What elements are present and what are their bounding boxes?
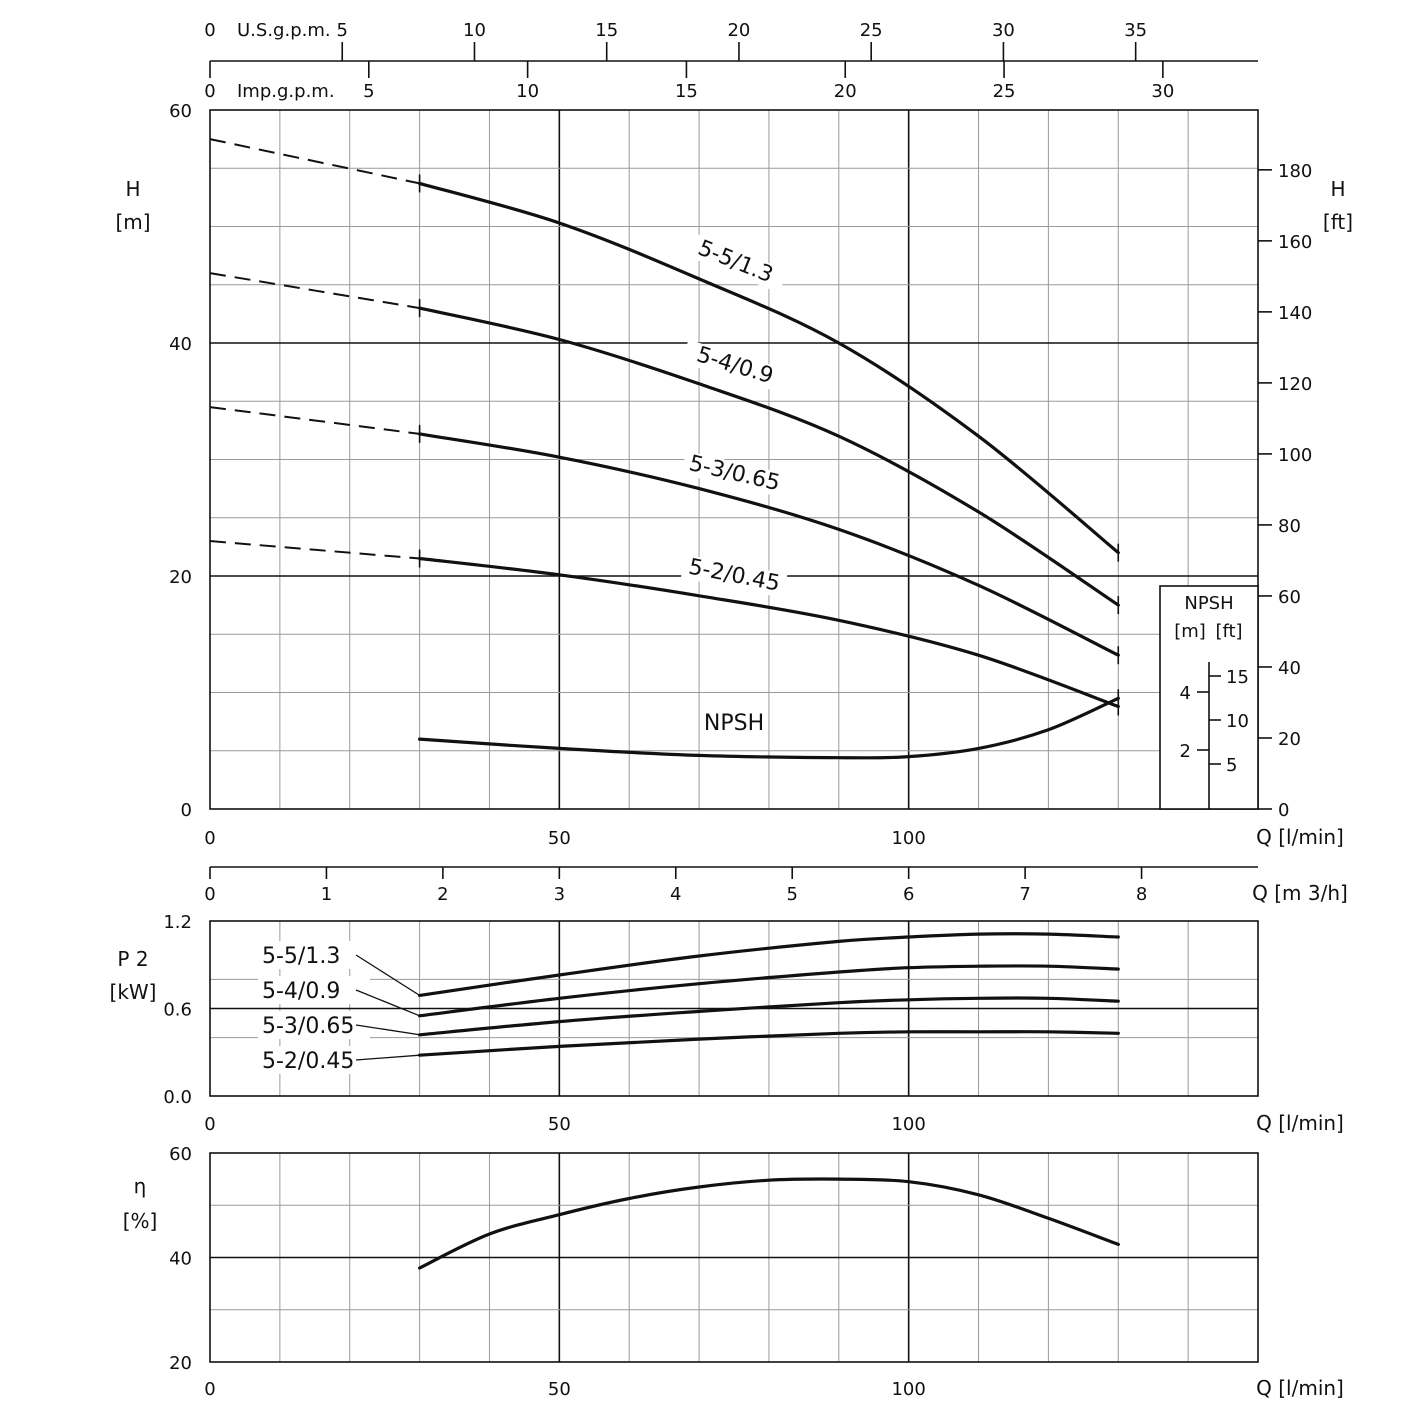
power-x-tick-label: 50 bbox=[547, 1114, 571, 1135]
efficiency-y-axis-unit: [%] bbox=[122, 1209, 158, 1233]
m3h-tick-label: 2 bbox=[437, 884, 449, 905]
npsh-inset-title: NPSH bbox=[1184, 593, 1234, 614]
us-gpm-tick-label: 25 bbox=[859, 20, 883, 41]
us-gpm-tick-label: 35 bbox=[1124, 20, 1148, 41]
head-y-axis-unit: [m] bbox=[115, 210, 151, 234]
head-curve-label-5-4-0-9: 5-4/0.9 bbox=[693, 342, 777, 390]
efficiency-x-tick-label: 50 bbox=[547, 1379, 571, 1400]
imp-gpm-tick-label: 15 bbox=[674, 81, 698, 102]
npsh-inset-ft-label: 10 bbox=[1226, 711, 1249, 732]
head-ft-tick-label: 0 bbox=[1278, 800, 1290, 821]
power-y-tick-label: 0.6 bbox=[163, 999, 192, 1021]
power-y-axis-unit: [kW] bbox=[109, 980, 157, 1004]
power-y-tick-label: 0.0 bbox=[163, 1087, 192, 1108]
power-curve-label-5-3-0-65: 5-3/0.65 bbox=[262, 1014, 355, 1039]
power-curve-label-5-2-0-45: 5-2/0.45 bbox=[262, 1049, 355, 1074]
head-x-tick-label: 50 bbox=[547, 828, 571, 849]
us-gpm-unit-label: U.S.g.p.m. bbox=[237, 20, 331, 41]
head-ft-tick-label: 160 bbox=[1278, 231, 1313, 253]
m3h-axis-label: Q [m 3/h] bbox=[1252, 881, 1348, 905]
efficiency-y-axis-label: η bbox=[133, 1174, 147, 1198]
imp-gpm-tick-label: 5 bbox=[363, 81, 375, 102]
head-curve-label-5-3-0-65: 5-3/0.65 bbox=[686, 451, 783, 497]
us-gpm-tick-label: 15 bbox=[595, 20, 619, 41]
imp-gpm-tick-label: 20 bbox=[833, 81, 857, 102]
m3h-tick-label: 7 bbox=[1019, 884, 1031, 905]
power-y-tick-label: 1.2 bbox=[163, 912, 192, 933]
head-ft-tick-label: 120 bbox=[1278, 373, 1313, 395]
imp-gpm-unit-label: Imp.g.p.m. bbox=[237, 81, 335, 102]
us-gpm-tick-label: 5 bbox=[336, 20, 348, 41]
head-x-axis-label: Q [l/min] bbox=[1256, 825, 1344, 849]
head-ft-tick-label: 80 bbox=[1278, 515, 1301, 537]
head-ft-tick-label: 60 bbox=[1278, 586, 1301, 608]
power-x-tick-label: 0 bbox=[204, 1114, 216, 1135]
head-grid bbox=[210, 110, 1258, 809]
us-gpm-tick-label: 30 bbox=[991, 20, 1015, 41]
head-x-tick-label: 0 bbox=[204, 828, 216, 849]
head-curve-dashed-5-3-0-65 bbox=[210, 407, 420, 434]
us-gpm-tick-label: 10 bbox=[463, 20, 486, 41]
head-x-tick-label: 100 bbox=[891, 828, 926, 849]
head-y-tick-label: 20 bbox=[169, 567, 192, 588]
head-y-tick-label: 0 bbox=[180, 800, 192, 821]
m3h-tick-label: 8 bbox=[1135, 884, 1148, 905]
m3h-tick-label: 0 bbox=[204, 884, 216, 905]
m3h-tick-label: 1 bbox=[320, 884, 333, 905]
efficiency-y-tick-label: 40 bbox=[169, 1248, 192, 1270]
head-y-tick-label: 40 bbox=[169, 334, 192, 355]
power-y-axis-label: P 2 bbox=[117, 947, 149, 971]
head-curve-label-5-2-0-45: 5-2/0.45 bbox=[686, 554, 782, 597]
npsh-inset-m-label: 2 bbox=[1179, 741, 1191, 762]
power-x-axis-label: Q [l/min] bbox=[1256, 1111, 1344, 1135]
us-gpm-zero-label: 0 bbox=[204, 20, 216, 41]
m3h-tick-label: 4 bbox=[670, 884, 682, 905]
m3h-tick-label: 5 bbox=[786, 884, 798, 905]
imp-gpm-zero-label: 0 bbox=[204, 81, 216, 102]
npsh-inset-unit-m: [m] bbox=[1174, 621, 1206, 642]
efficiency-x-tick-label: 100 bbox=[891, 1379, 926, 1400]
npsh-inset-ft-label: 15 bbox=[1226, 667, 1249, 688]
head-curve-dashed-5-5-1-3 bbox=[210, 139, 420, 183]
power-x-tick-label: 100 bbox=[891, 1114, 926, 1135]
efficiency-x-tick-label: 0 bbox=[204, 1379, 216, 1400]
head-ft-tick-label: 140 bbox=[1278, 302, 1313, 324]
npsh-inset-m-label: 4 bbox=[1179, 683, 1191, 704]
head-curve-label-npsh: NPSH bbox=[703, 711, 765, 736]
head-ft-tick-label: 100 bbox=[1278, 444, 1313, 466]
us-gpm-tick-label: 20 bbox=[727, 20, 751, 41]
m3h-tick-label: 6 bbox=[902, 884, 915, 905]
efficiency-x-axis-label: Q [l/min] bbox=[1256, 1376, 1344, 1400]
head-curve-label-5-5-1-3: 5-5/1.3 bbox=[694, 235, 777, 289]
imp-gpm-tick-label: 25 bbox=[992, 81, 1016, 102]
head-ft-tick-label: 20 bbox=[1278, 728, 1301, 750]
head-ft-axis-unit: [ft] bbox=[1322, 210, 1354, 234]
imp-gpm-tick-label: 30 bbox=[1151, 81, 1175, 102]
head-ft-axis-label: H bbox=[1330, 177, 1346, 201]
npsh-inset-ft-label: 5 bbox=[1226, 755, 1238, 776]
power-curve-label-5-4-0-9: 5-4/0.9 bbox=[262, 979, 341, 1004]
efficiency-y-tick-label: 20 bbox=[169, 1353, 192, 1374]
head-curve-dashed-5-2-0-45 bbox=[210, 541, 420, 559]
npsh-inset-unit-ft: [ft] bbox=[1215, 621, 1243, 642]
head-y-axis-label: H bbox=[125, 177, 141, 201]
imp-gpm-tick-label: 10 bbox=[516, 81, 540, 102]
head-curve-dashed-5-4-0-9 bbox=[210, 273, 420, 308]
head-ft-tick-label: 40 bbox=[1278, 657, 1301, 679]
efficiency-y-tick-label: 60 bbox=[169, 1144, 192, 1165]
head-ft-tick-label: 180 bbox=[1278, 160, 1313, 182]
power-curve-label-5-5-1-3: 5-5/1.3 bbox=[262, 944, 341, 969]
head-y-tick-label: 60 bbox=[169, 101, 192, 122]
m3h-tick-label: 3 bbox=[553, 884, 566, 905]
